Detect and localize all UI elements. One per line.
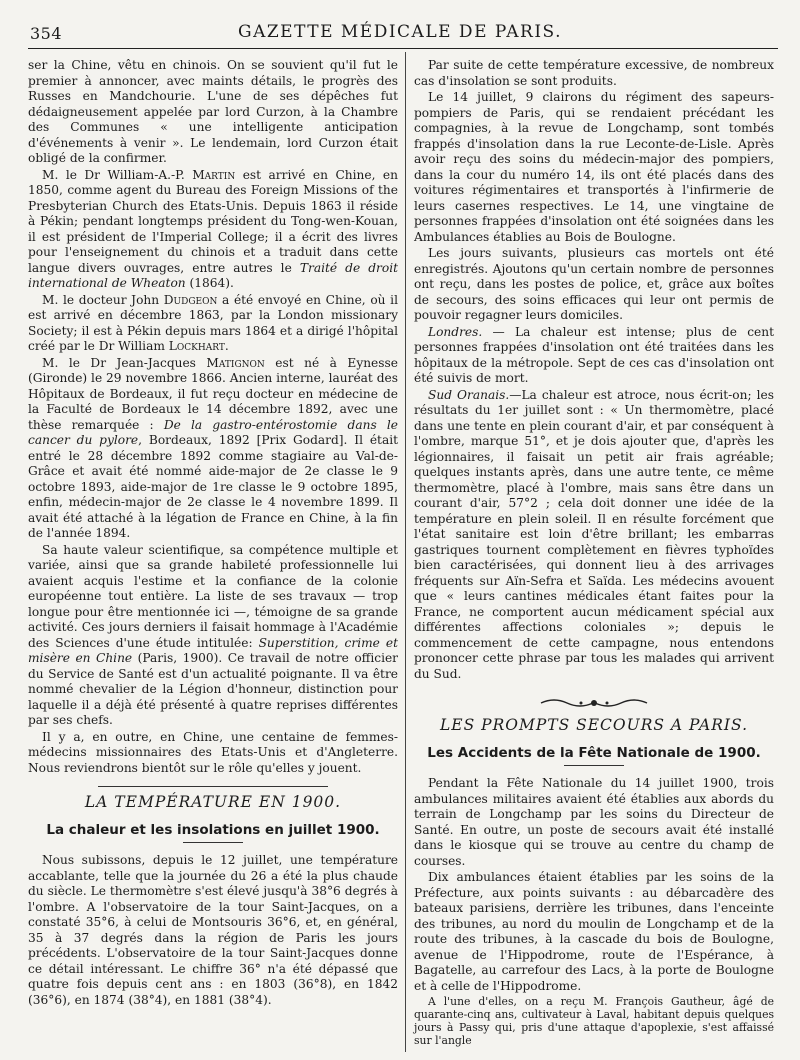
heading-rule xyxy=(183,842,243,843)
text-run: est né à Eynesse (Gironde) le 29 novembre 1866. Ancien interne, lauréat des Hôpitaux de Bordeaux, il fut reçu docteur en médecine de la Faculté de Bordeaux le 14 décembre 1892, avec une thèse remarquée : xyxy=(28,355,398,432)
paragraph xyxy=(28,293,398,355)
book-title: Traité de droit international de Wheaton xyxy=(28,260,398,290)
text-run: — La chaleur est intense; plus de cent personnes frappées d'insolation ont été traitées dans les hôpitaux de la métropole. Sept de ces cas d'insolation ont été suivis de mort. xyxy=(414,324,774,385)
paragraph xyxy=(28,543,398,729)
text-run: est arrivé en Chine, en 1850, comme agent du Bureau des Foreign Missions of the Presbyterian Church des Etats-Unis. Depuis 1863 il réside à Pékin; pendant longtemps président du Tong-wen-Kouan, il est président de l'Imperial College; il a écrit des livres pour l'enseignement du chinois et a traduit dans cette langue divers ouvrages, entre autres le xyxy=(28,167,398,275)
header-rule xyxy=(28,48,778,49)
thesis-title: De la gastro-entérostomie dans le cancer du pylore xyxy=(28,417,398,447)
article-heading: La chaleur et les insolations en juillet 1900. xyxy=(46,821,380,838)
left-column xyxy=(28,58,398,1009)
text-run: (Paris, 1900). Ce travail de notre officier du Service de Santé est d'un actualité poignante. Il va être nommé chevalier de la Légion d'honneur, distinction pour laquelle il a déjà été présenté à quatre reprises différentes par ses chefs. xyxy=(28,651,398,727)
person-name: Martin xyxy=(192,167,236,182)
paragraph xyxy=(28,356,398,542)
text-run: M. le Dr Jean-Jacques xyxy=(42,355,207,370)
person-name: Lockhart xyxy=(168,339,225,353)
text-run: —La chaleur est atroce, nous écrit-on; les résultats du 1er juillet sont : « Un thermomètre, placé dans une tente en plein courant d'air, et par conséquent à l'ombre, marque 51°, et je dois ajouter que, d'après les légionnaires, il faisait un petit air frais agréable; quelques instants après, dans une autre tente, ce même thermomètre, placé à l'ombre, mais sans être dans un courant d'air, 57°2 ; cela doit donner une idée de la température en plein soleil. Il en résulte forcément que l'état sanitaire est loin d'être brillant; les embarras gastriques tournent complètement en fièvres typhoïdes bien caractérisées, qui donnent lieu à des arrivages fréquents sur Aïn-Sefra et Saïda. Les médecins avouent que « leurs cantines médicales étant faites pour la France, ne comportent aucun médicament spécial aux différentes affections coloniales »; depuis le commencement de cette campagne, nous entendons prononcer cette phrase par tous les malades qui arrivent du Sud. xyxy=(414,387,774,681)
section-rule xyxy=(98,786,328,787)
paragraph: Dix ambulances étaient établies par les soins de la Préfecture, aux points suivants : au débarcadère des bateaux parisiens, derrière les tribunes, dans l'enceinte des tribunes, au nord du moulin de Longchamp et de la route des tribunes, à la cascade du bois de Boulogne, avenue de l'Hippodrome, route de l'Espérance, à Bagatelle, au carrefour des Lacs, à la porte de Boulogne et à celle de l'Hippodrome. xyxy=(414,870,774,993)
paragraph xyxy=(414,388,774,683)
paragraph: Par suite de cette température excessive, de nombreux cas d'insolation se sont produits. xyxy=(414,58,774,88)
section-title: LA TEMPÉRATURE EN 1900. xyxy=(84,793,342,811)
paragraph: A l'une d'elles, on a reçu M. François Gautheur, âgé de quarante-cinq ans, cultivateur à Laval, habitant depuis quelques jours à Passy qui, pris d'une attaque d'apoplexie, s'est affaissé sur l'angle xyxy=(414,995,774,1047)
text-run: M. le docteur John xyxy=(42,292,164,307)
paragraph: Les jours suivants, plusieurs cas mortels ont été enregistrés. Ajoutons qu'un certain nombre de personnes ont reçu, dans les postes de police, et, grâce aux boîtes de secours, des soins efficaces qui leur ont permis de pouvoir regagner leurs domiciles. xyxy=(414,246,774,322)
right-column xyxy=(414,58,774,1048)
article-heading: Les Accidents de la Fête Nationale de 1900. xyxy=(427,744,761,761)
paragraph: ser la Chine, vêtu en chinois. On se souvient qu'il fut le premier à annoncer, avec maints détails, le progrès des Russes en Mandchourie. L'une de ses dépêches fut dédaigneusement appelée par lord Curzon, à la Chambre des Communes « une intelligente anticipation d'événements à venir ». Le lendemain, lord Curzon était obligé de la confirmer. xyxy=(28,58,398,165)
person-name: Dudgeon xyxy=(163,292,218,307)
place-name: Sud Oranais. xyxy=(428,387,510,402)
section-title: LES PROMPTS SECOURS A PARIS. xyxy=(439,716,749,734)
page-number: 354 xyxy=(30,24,63,43)
paragraph: Il y a, en outre, en Chine, une centaine de femmes-médecins missionnaires des Etats-Unis et d'Angleterre. Nous reviendrons bientôt sur le rôle qu'elles y jouent. xyxy=(28,729,398,775)
text-run: , Bordeaux, 1892 [Prix Godard]. Il était entré le 28 décembre 1892 comme stagiaire au Val-de-Grâce et avait été nommé aide-major de 2e classe le 9 octobre 1893, aide-major de 1re classe le 9 octobre 1895, enfin, médecin-major de 2e classe le 4 novembre 1899. Il avait été attaché à la légation de France en Chine, à la fin de l'année 1894. xyxy=(28,433,398,540)
ornament-divider-icon xyxy=(539,696,649,710)
text-run: Sa haute valeur scientifique, sa compétence multiple et variée, ainsi que sa grande habileté professionnelle lui avaient acquis l'estime et la confiance de la colonie européenne tout entière. La liste de ses travaux — trop longue pour être mentionnée ici —, témoigne de sa grande activité. Ces jours derniers il faisait hommage à l'Académie des Sciences d'une étude intitulée: xyxy=(28,542,398,650)
text-run: (1864). xyxy=(185,276,234,290)
running-title: GAZETTE MÉDICALE DE PARIS. xyxy=(238,22,562,42)
study-title: Superstition, crime et misère en Chine xyxy=(28,635,398,665)
text-run: . xyxy=(224,339,229,353)
paragraph: Nous subissons, depuis le 12 juillet, une température accablante, telle que la journée du 26 a été la plus chaude du siècle. Le thermomètre s'est élevé jusqu'à 38°6 degrés à l'ombre. A l'observatoire de la tour Saint-Jacques, on a constaté 35°6, à celui de Montsouris 36°6, et, en général, 35 à 37 degrés dans la région de Paris les jours précédents. L'observatoire de la tour Saint-Jacques donne ce détail intéressant. Le chiffre 36° n'a été dépassé que quatre fois depuis cent ans : en 1803 (36°8), en 1842 (36°6), en 1874 (38°4), en 1881 (38°4). xyxy=(28,853,398,1007)
heading-rule xyxy=(564,765,624,766)
paragraph: Pendant la Fête Nationale du 14 juillet 1900, trois ambulances militaires avaient été établies aux abords du terrain de Longchamp par les soins du Directeur de Santé. En outre, un poste de secours avait été installé dans le kiosque qui se trouve au centre du champ de courses. xyxy=(414,776,774,868)
text-run: M. le Dr William-A.-P. xyxy=(42,167,193,182)
paragraph: Le 14 juillet, 9 clairons du régiment des sapeurs-pompiers de Paris, qui se rendaient précédant les compagnies, à la revue de Longchamp, sont tombés frappés d'insolation dans la rue Leconte-de-Lisle. Après avoir reçu des soins du médecin-major des pompiers, dans la cour du numéro 14, ils ont été placés dans des voitures régimentaires et transportés à l'infirmerie de leurs casernes respectives. Le 14, une vingtaine de personnes frappées d'insolation ont été soignées dans les Ambulances établies au Bois de Boulogne. xyxy=(414,90,774,244)
paragraph xyxy=(28,168,398,292)
text-run: a été envoyé en Chine, où il est arrivé en décembre 1863, par la London missionary Society; il est à Pékin depuis mars 1864 et a dirigé l'hôpital créé par le Dr William xyxy=(28,292,398,353)
column-divider xyxy=(405,52,406,1052)
person-name: Matignon xyxy=(206,355,265,370)
place-name: Londres. xyxy=(428,324,483,339)
paragraph xyxy=(414,325,774,387)
